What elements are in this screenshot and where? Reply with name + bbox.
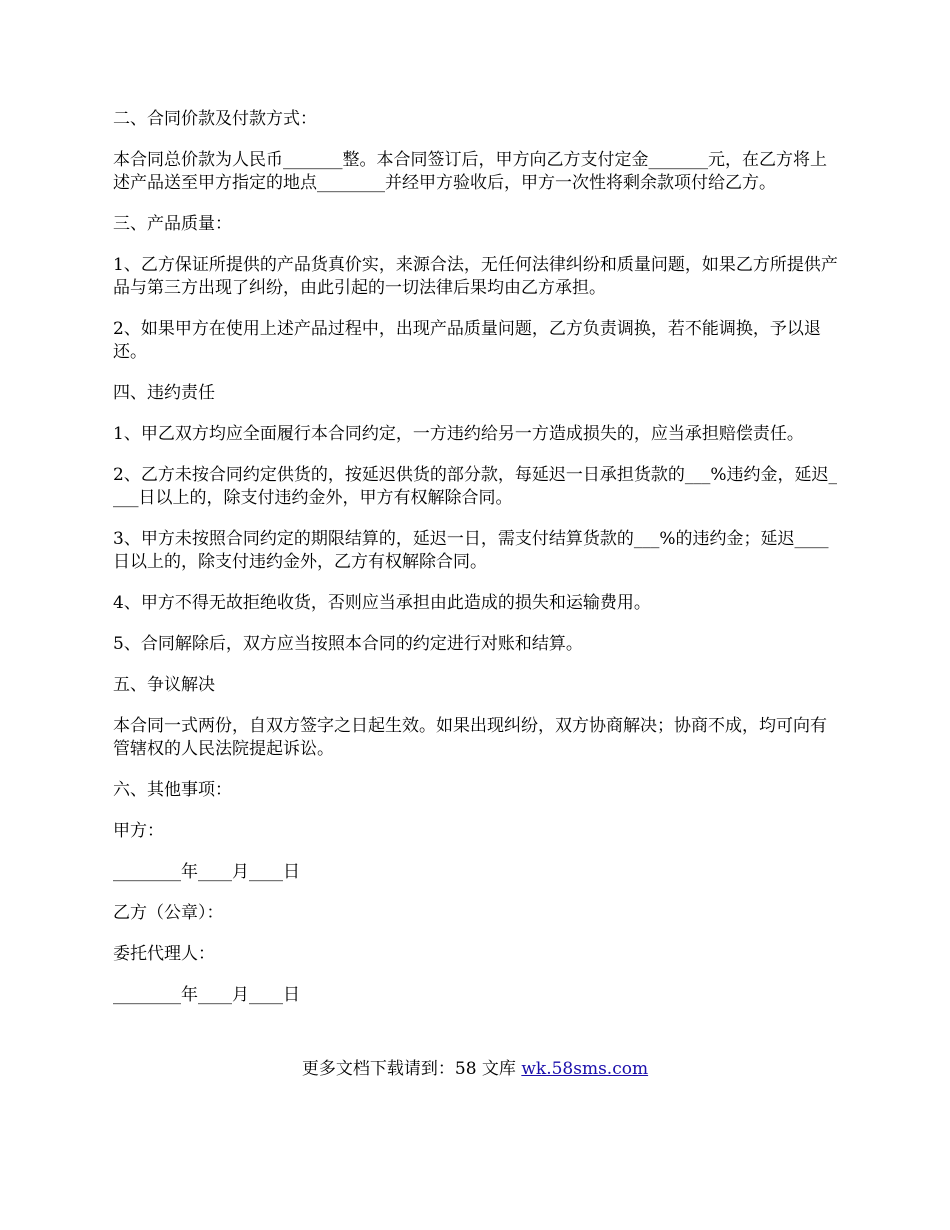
document-body <box>113 108 843 1025</box>
party-a-date-line: ________年____月____日 <box>113 862 300 882</box>
paragraph-dispute: 本合同一式两份，自双方签字之日起生效。如果出现纠纷，双方协商解决；协商不成，均可向有管辖权的人民法院提起诉讼。 <box>113 716 827 759</box>
section-heading-dispute: 五、争议解决 <box>113 675 215 695</box>
party-b-label: 乙方（公章）： <box>113 903 224 923</box>
paragraph-quality-2: 2、如果甲方在使用上述产品过程中，出现产品质量问题，乙方负责调换，若不能调换，予以退还。 <box>113 319 821 362</box>
paragraph-liability-2: 2、乙方未按合同约定供货的，按延迟供货的部分款，每延迟一日承担货款的___%违约金，延迟____日以上的，除支付违约金外，甲方有权解除合同。 <box>113 465 837 508</box>
party-b-date-line: ________年____月____日 <box>113 985 300 1005</box>
paragraph-liability-4: 4、甲方不得无故拒绝收货，否则应当承担由此造成的损失和运输费用。 <box>113 593 651 613</box>
section-heading-quality: 三、产品质量： <box>113 214 232 234</box>
agent-label: 委托代理人： <box>113 944 215 964</box>
footer-text: 更多文档下载请到：58 文库 <box>301 1059 522 1079</box>
party-a-label: 甲方： <box>113 821 164 841</box>
footer <box>0 1058 950 1081</box>
footer-link[interactable]: wk.58sms.com <box>521 1059 649 1079</box>
section-heading-other: 六、其他事项： <box>113 780 232 800</box>
paragraph-quality-1: 1、乙方保证所提供的产品货真价实，来源合法，无任何法律纠纷和质量问题，如果乙方所提供产品与第三方出现了纠纷，由此引起的一切法律后果均由乙方承担。 <box>113 255 838 298</box>
paragraph-price-terms: 本合同总价款为人民币_______整。本合同签订后，甲方向乙方支付定金_______元，在乙方将上述产品送至甲方指定的地点________并经甲方验收后，甲方一次性将剩余款项付给乙方。 <box>113 150 827 193</box>
paragraph-liability-3: 3、甲方未按照合同约定的期限结算的，延迟一日，需支付结算货款的___%的违约金；延迟____日以上的，除支付违约金外，乙方有权解除合同。 <box>113 529 829 572</box>
paragraph-liability-1: 1、甲乙双方均应全面履行本合同约定，一方违约给另一方造成损失的，应当承担赔偿责任。 <box>113 424 804 444</box>
paragraph-liability-5: 5、合同解除后，双方应当按照本合同的约定进行对账和结算。 <box>113 634 583 654</box>
section-heading-price: 二、合同价款及付款方式： <box>113 109 317 129</box>
section-heading-liability: 四、违约责任 <box>113 383 215 403</box>
